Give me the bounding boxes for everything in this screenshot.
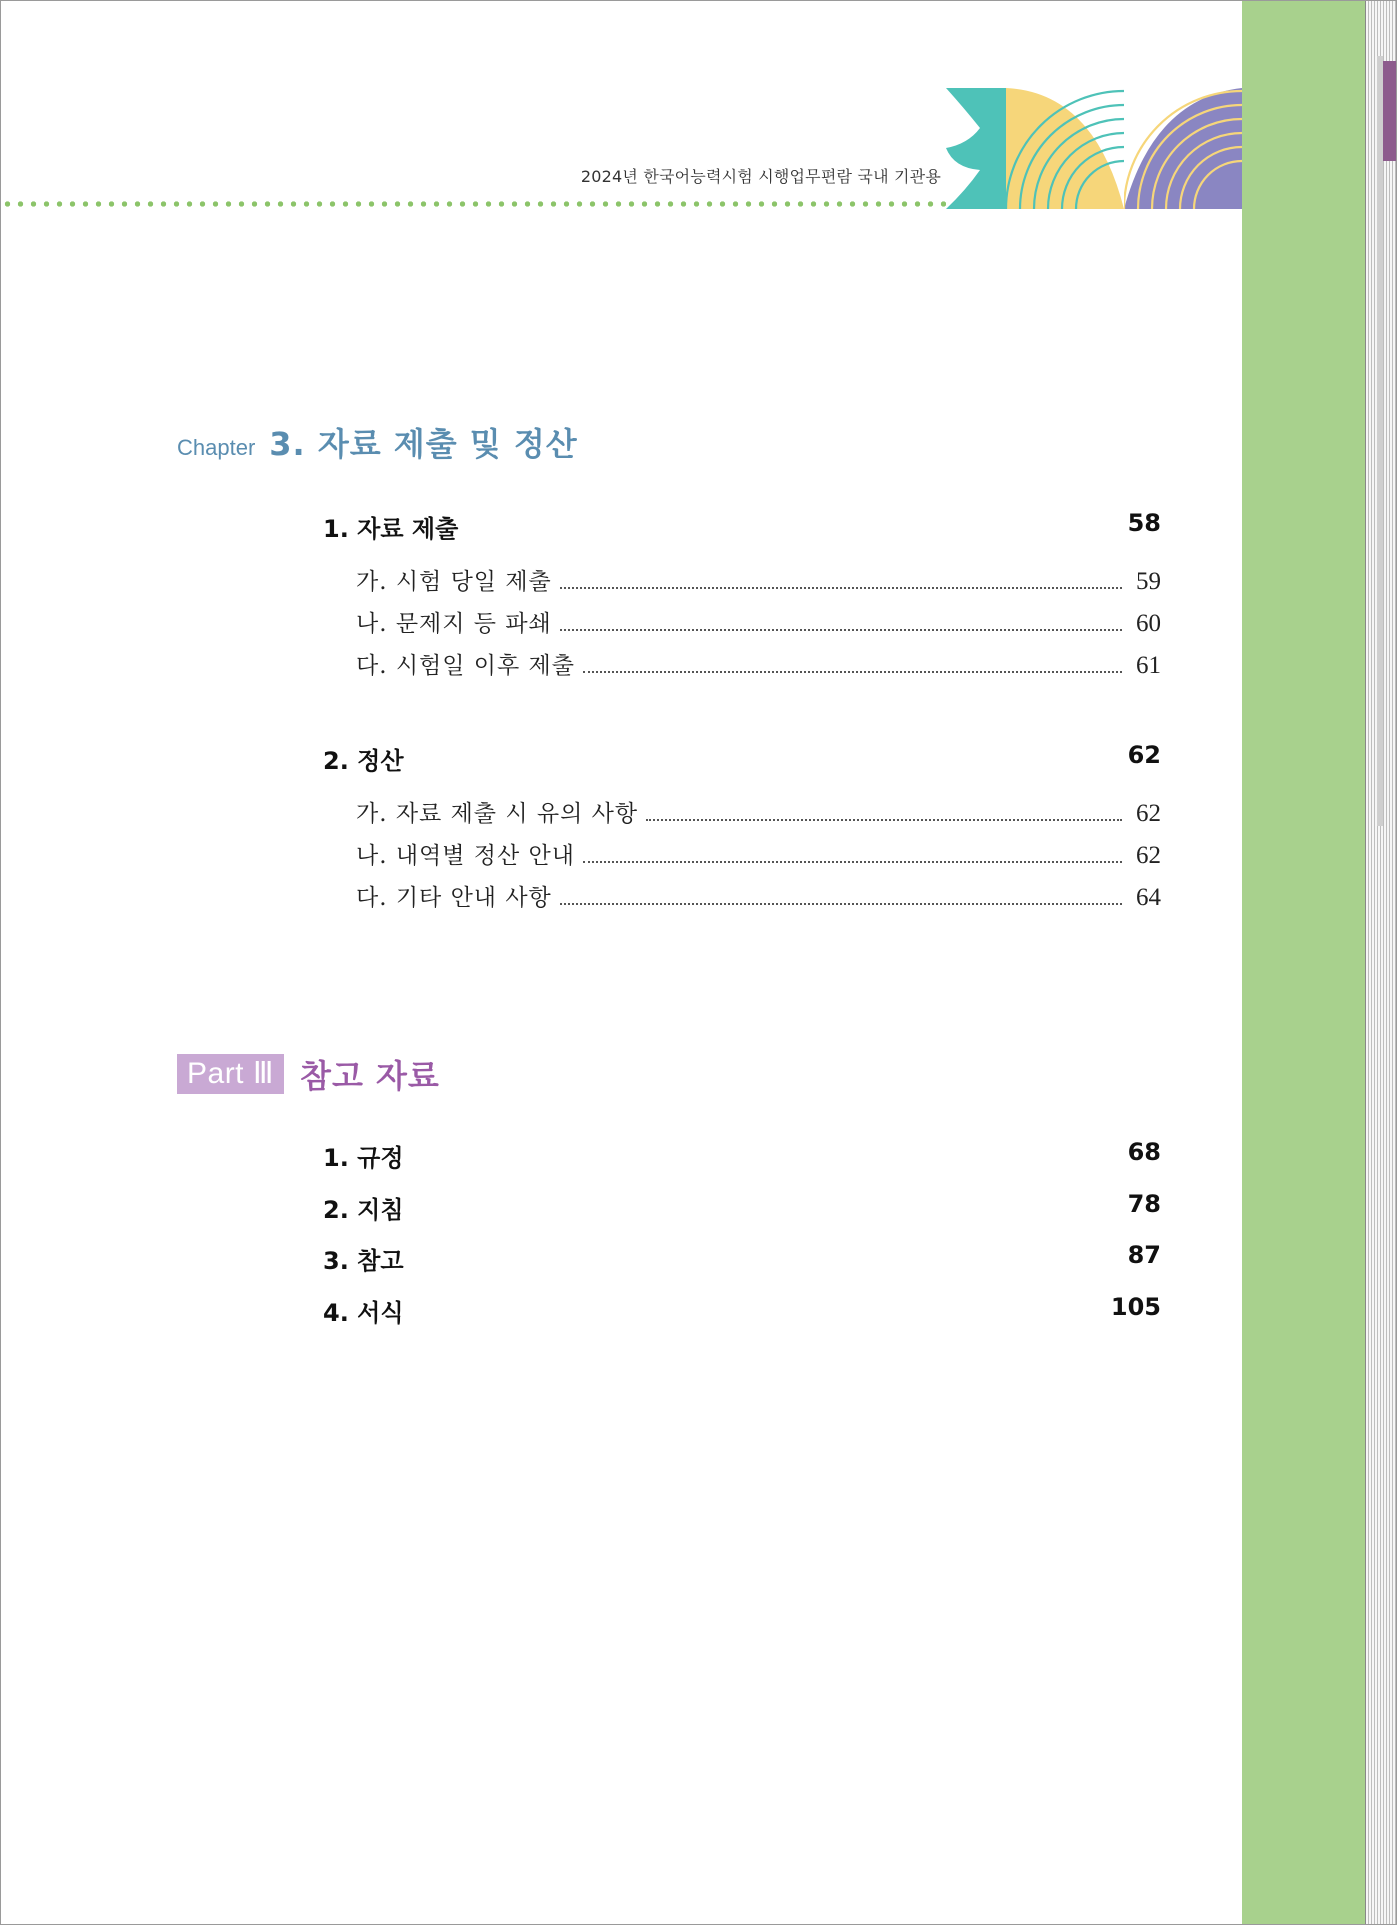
toc-section-page: 58 xyxy=(1127,509,1161,537)
dot-leader xyxy=(583,861,1122,863)
toc-subitem-page: 64 xyxy=(1136,884,1161,911)
header-decoration xyxy=(944,88,1242,209)
toc-section-label: 3. 참고 xyxy=(323,1247,404,1275)
toc-section-label: 4. 서식 xyxy=(323,1299,404,1327)
chapter-heading xyxy=(177,419,578,469)
toc-section[interactable] xyxy=(323,1190,1161,1225)
toc-subitem[interactable] xyxy=(356,647,1161,680)
toc-section-page: 68 xyxy=(1127,1138,1161,1166)
toc-subitem-label: 다. 시험일 이후 제출 xyxy=(356,653,575,679)
toc-subitem-page: 59 xyxy=(1136,568,1161,595)
running-header: 2024년 한국어능력시험 시행업무편람 국내 기관용 xyxy=(580,167,941,186)
toc-section-label: 1. 규정 xyxy=(323,1144,404,1172)
toc-subitem-label: 나. 내역별 정산 안내 xyxy=(356,843,575,869)
page-edge-shade xyxy=(1377,56,1383,826)
toc-section-page: 78 xyxy=(1127,1190,1161,1218)
toc-subitem-page: 62 xyxy=(1136,842,1161,869)
part-title: 참고 자료 xyxy=(300,1057,440,1095)
toc-subitem[interactable] xyxy=(356,879,1161,912)
side-tab xyxy=(1242,1,1368,1924)
toc-section-label: 1. 자료 제출 xyxy=(323,515,459,543)
toc-subitem-page: 60 xyxy=(1136,610,1161,637)
toc-section[interactable] xyxy=(323,1241,1161,1276)
header-dotted-rule xyxy=(1,201,946,207)
part-badge: Part Ⅲ xyxy=(177,1054,284,1094)
part-heading xyxy=(177,1051,440,1097)
toc-section-page: 62 xyxy=(1127,741,1161,769)
dot-leader xyxy=(646,819,1122,821)
toc-subitem-label: 나. 문제지 등 파쇄 xyxy=(356,611,552,637)
toc-subitem[interactable] xyxy=(356,795,1161,828)
toc-subitem-label: 가. 시험 당일 제출 xyxy=(356,569,552,595)
toc-section[interactable] xyxy=(323,509,1161,544)
toc-subitem[interactable] xyxy=(356,605,1161,638)
toc-subitem-label: 가. 자료 제출 시 유의 사항 xyxy=(356,801,639,827)
chapter-word: Chapter xyxy=(177,435,256,460)
chapter-title: 3. 자료 제출 및 정산 xyxy=(269,425,578,463)
toc-subitem-page: 62 xyxy=(1136,800,1161,827)
page-edge-marker xyxy=(1383,61,1396,161)
toc-section-page: 105 xyxy=(1110,1293,1161,1321)
toc-section-page: 87 xyxy=(1127,1241,1161,1269)
toc-section[interactable] xyxy=(323,1138,1161,1173)
dot-leader xyxy=(560,587,1122,589)
toc-section[interactable] xyxy=(323,1293,1161,1328)
toc-subitem-label: 다. 기타 안내 사항 xyxy=(356,885,552,911)
toc-subitem-page: 61 xyxy=(1136,652,1161,679)
toc-section-label: 2. 지침 xyxy=(323,1196,404,1224)
toc-subitem[interactable] xyxy=(356,837,1161,870)
dot-leader xyxy=(583,671,1122,673)
toc-section[interactable] xyxy=(323,741,1161,776)
toc-subitem[interactable] xyxy=(356,563,1161,596)
toc-section-label: 2. 정산 xyxy=(323,747,404,775)
dot-leader xyxy=(560,629,1122,631)
dot-leader xyxy=(560,903,1122,905)
